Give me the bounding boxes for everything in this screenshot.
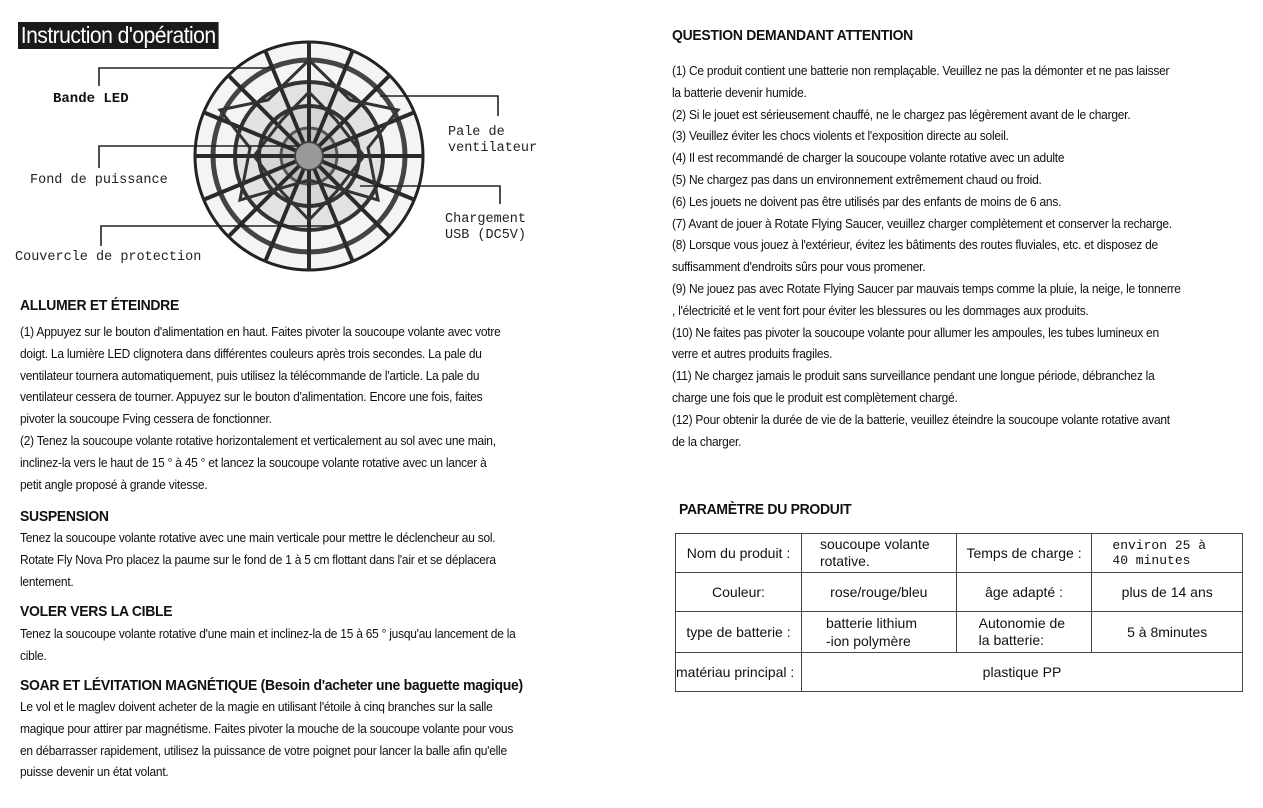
value-line: 40 minutes — [1112, 553, 1191, 568]
list-item: (12) Pour obtenir la durée de vie de la batterie, veuillez éteindre la soucoupe volante rotative avant — [672, 412, 1170, 427]
cell-value — [801, 534, 956, 573]
label-protective-cover: Couvercle de protection — [15, 250, 202, 265]
label-usb-charging-1: Chargement — [445, 212, 527, 227]
list-item: la batterie devenir humide. — [672, 85, 807, 100]
attention-list — [672, 61, 1214, 453]
label-fan-blade-2: ventilateur — [448, 141, 538, 156]
list-item: (4) Il est recommandé de charger la soucoupe volante rotative avec un adulte — [672, 151, 1065, 166]
list-item: de la charger. — [672, 434, 742, 449]
text-line: Tenez la soucoupe volante rotative d'une main et inclinez-la de 15 à 65 ° jusqu'au lancement de la — [20, 627, 516, 641]
text-line: ventilateur cessera de tourner. Appuyez sur le bouton d'alimentation. Encore une fois, faites — [20, 390, 483, 405]
text-line: puisse devenir un état volant. — [20, 765, 169, 780]
cell-value: plastique PP — [801, 653, 1242, 692]
heading-soar — [20, 677, 523, 694]
text-line: Rotate Fly Nova Pro placez la paume sur le fond de 1 à 5 cm flottant dans l'air et se déplacera — [20, 552, 496, 567]
label-line: la batterie: — [978, 632, 1045, 648]
heading-product-params: PARAMÈTRE DU PRODUIT — [679, 501, 852, 518]
text-line: doigt. La lumière LED clignotera dans différentes couleurs après trois secondes. La pale du — [20, 346, 482, 361]
label-line: Autonomie de — [978, 615, 1066, 631]
cell-label: Nom du produit : — [676, 534, 802, 573]
on-off-text — [20, 322, 552, 496]
list-item: (7) Avant de jouer à Rotate Flying Saucer, veuillez charger complètement et conserver la recharge. — [672, 216, 1172, 231]
list-item: (2) Si le jouet est sérieusement chauffé, ne le chargez pas légèrement avant de le charger. — [672, 107, 1131, 122]
cell-value — [801, 612, 956, 653]
text-line: en débarrasser rapidement, utilisez la puissance de votre poignet pour lancer la balle afin qu'elle — [20, 743, 507, 758]
text-line: petit angle proposé à grande vitesse. — [20, 477, 208, 492]
text-line: (2) Tenez la soucoupe volante rotative horizontalement et verticalement au sol avec une main, — [20, 433, 496, 448]
list-item: verre et autres produits fragiles. — [672, 347, 833, 362]
heading-fly-to-target: VOLER VERS LA CIBLE — [20, 603, 173, 620]
label-power-base: Fond de puissance — [30, 173, 168, 188]
cell-value — [1092, 534, 1243, 573]
cell-value: plus de 14 ans — [1092, 573, 1243, 612]
cell-label — [956, 612, 1092, 653]
soar-text — [20, 697, 552, 784]
value-line: environ 25 à — [1112, 538, 1207, 553]
value-line: -ion polymère — [825, 633, 911, 649]
text-line: (1) Appuyez sur le bouton d'alimentation en haut. Faites pivoter la soucoupe volante avec votre — [20, 325, 501, 339]
text-line: ventilateur tournera automatiquement, puis utilisez la télécommande de l'article. La pale du — [20, 368, 480, 383]
value-line: soucoupe volante — [819, 536, 930, 552]
list-item: charge une fois que le produit est complètement chargé. — [672, 390, 958, 405]
heading-attention: QUESTION DEMANDANT ATTENTION — [672, 27, 913, 44]
label-fan-blade-1: Pale de — [448, 125, 505, 140]
list-item: (9) Ne jouez pas avec Rotate Flying Saucer par mauvais temps comme la pluie, la neige, le tonnerre — [672, 281, 1181, 296]
heading-suspension: SUSPENSION — [20, 508, 109, 525]
value-line: rotative. — [819, 553, 870, 569]
cell-value: 5 à 8minutes — [1092, 612, 1243, 653]
value-line: batterie lithium — [825, 615, 918, 631]
saucer-illustration — [195, 42, 423, 270]
list-item: (1) Ce produit contient une batterie non remplaçable. Veuillez ne pas la démonter et ne pas laisser — [672, 64, 1170, 78]
cell-label: matériau principal : — [676, 653, 802, 692]
text-line: Tenez la soucoupe volante rotative avec une main verticale pour mettre le déclencheur au sol. — [20, 531, 496, 545]
label-usb-charging-2: USB (DC5V) — [445, 228, 527, 243]
list-item: (10) Ne faites pas pivoter la soucoupe volante pour allumer les ampoules, les tubes lumineux en — [672, 325, 1159, 340]
list-item: suffisamment d'endroits sûrs pour vous promener. — [672, 260, 926, 275]
text-line: magique pour attirer par magnétisme. Faites pivoter la mouche de la soucoupe volante pour vous — [20, 721, 514, 736]
cell-label: Couleur: — [676, 573, 802, 612]
label-led-strip: Bande LED — [53, 91, 129, 107]
heading-soar-main: SOAR ET LÉVITATION MAGNÉTIQUE — [20, 677, 258, 694]
text-line: pivoter la soucoupe Fving cessera de fonctionner. — [20, 412, 272, 427]
cell-label: type de batterie : — [676, 612, 802, 653]
list-item: , l'électricité et le vent fort pour éviter les blessures ou les dommages aux produits. — [672, 303, 1089, 318]
list-item: (8) Lorsque vous jouez à l'extérieur, évitez les bâtiments des routes fluviales, etc. et disposez de — [672, 238, 1158, 253]
target-text — [20, 624, 552, 668]
table-row — [676, 534, 1243, 573]
heading-on-off: ALLUMER ET ÉTEINDRE — [20, 297, 180, 314]
heading-soar-note: (Besoin d'acheter une baguette magique) — [260, 677, 523, 694]
cell-label: Temps de charge : — [956, 534, 1092, 573]
table-row — [676, 653, 1243, 692]
cell-label: âge adapté : — [956, 573, 1092, 612]
suspension-text — [20, 528, 552, 593]
text-line: inclinez-la vers le haut de 15 ° à 45 ° et lancez la soucoupe volante rotative avec un lancer à — [20, 455, 487, 470]
page-title: Instruction d'opération — [18, 22, 218, 49]
product-diagram — [0, 40, 560, 280]
text-line: cible. — [20, 648, 47, 663]
table-row — [676, 573, 1243, 612]
list-item: (6) Les jouets ne doivent pas être utilisés par des enfants de moins de 6 ans. — [672, 194, 1062, 209]
list-item: (3) Veuillez éviter les chocs violents et l'exposition directe au soleil. — [672, 129, 1009, 144]
cell-value: rose/rouge/bleu — [801, 573, 956, 612]
list-item: (5) Ne chargez pas dans un environnement extrêmement chaud ou froid. — [672, 172, 1042, 187]
product-params-table — [675, 533, 1243, 692]
text-line: Le vol et le maglev doivent acheter de la magie en utilisant l'étoile à cinq branches sur la salle — [20, 700, 493, 714]
list-item: (11) Ne chargez jamais le produit sans surveillance pendant une longue période, débranchez la — [672, 369, 1155, 384]
text-line: lentement. — [20, 574, 74, 589]
table-row — [676, 612, 1243, 653]
